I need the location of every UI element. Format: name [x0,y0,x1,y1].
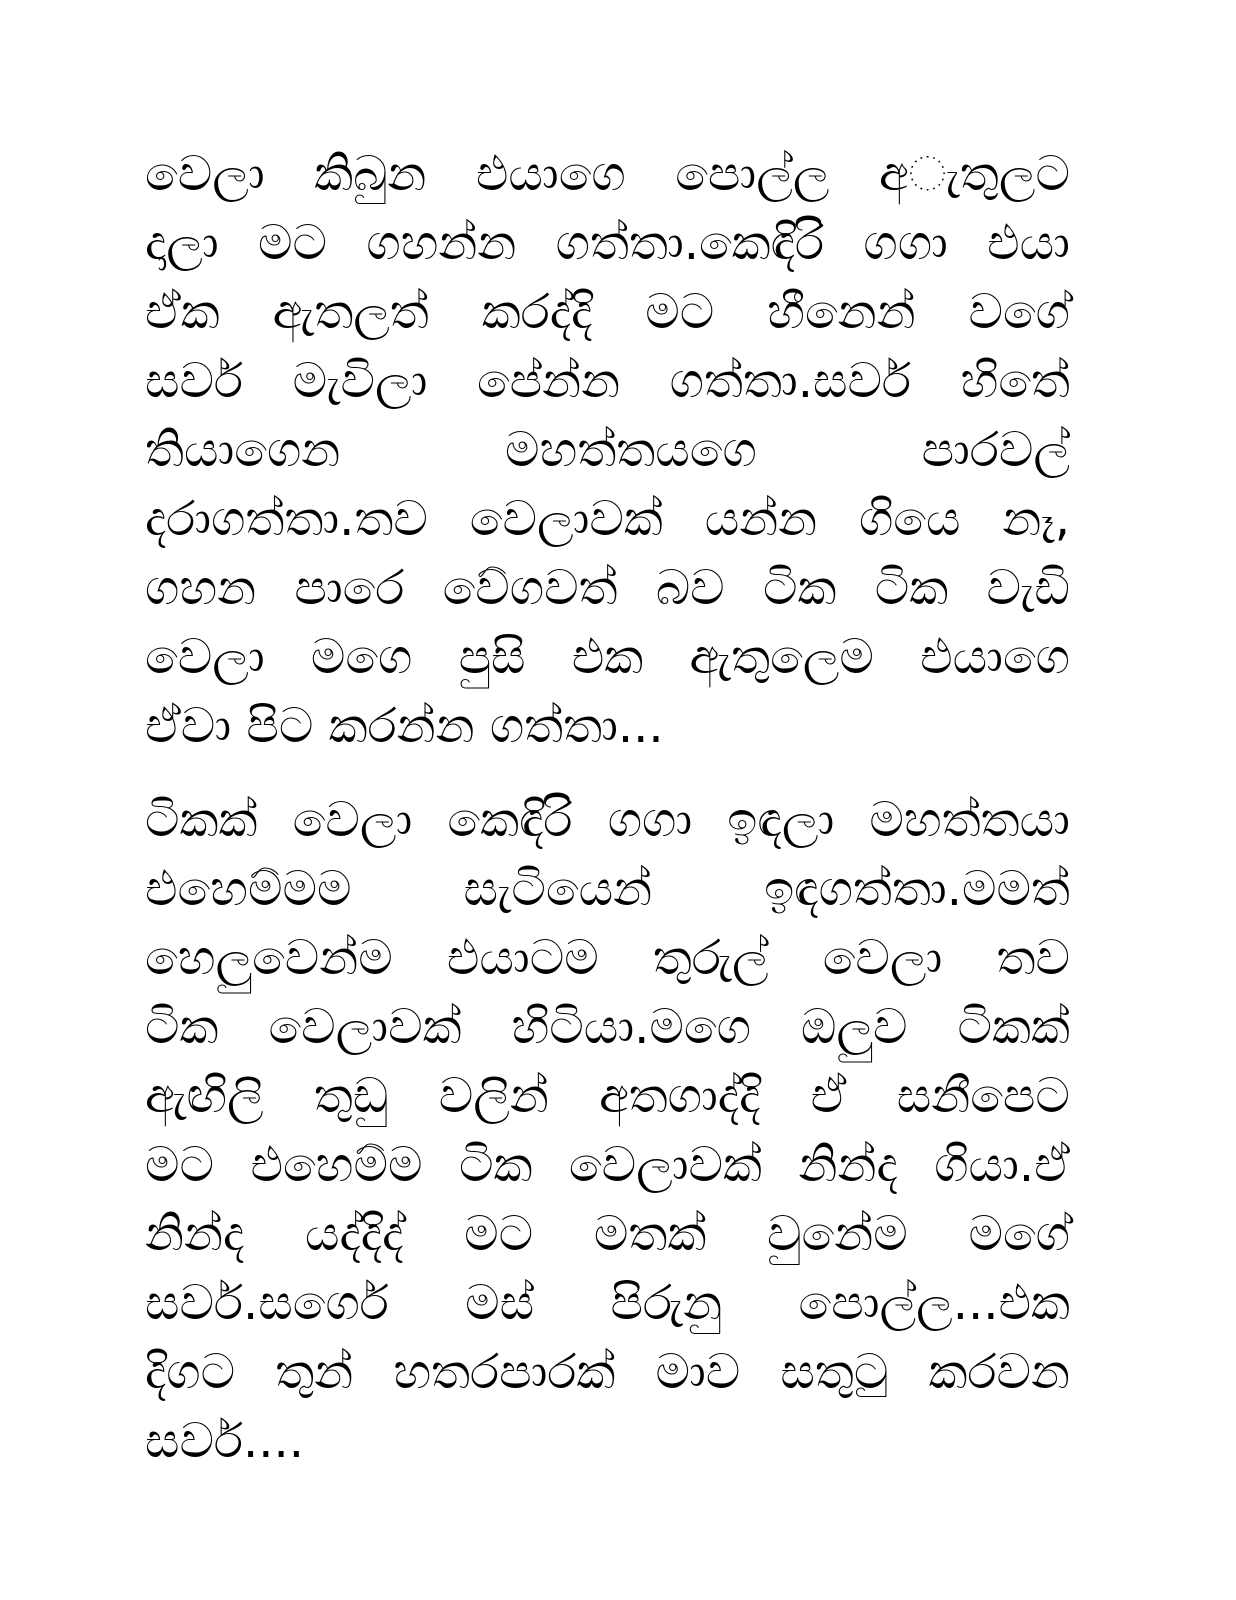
word: වෙලා [292,792,413,848]
word: තුරුල් [652,930,769,986]
word: දාලා [145,215,219,271]
word: තව [996,930,1070,986]
word: සැටියෙන් [463,861,653,917]
word: ඒ [810,1068,847,1124]
word: අැතුලට [878,146,1070,202]
paragraph-line [145,786,1070,855]
word: එයා [987,215,1070,271]
word: කෙඳිරි [447,792,573,848]
word: වැඩි [986,560,1070,616]
word: එයාගෙ [920,629,1070,685]
word: මස් [465,1275,535,1331]
word: වේගවත් [442,560,618,616]
paragraph-line [145,623,1070,692]
word: ගහන්න [366,215,517,271]
paragraph-line [145,1062,1070,1131]
paragraph-line [145,347,1070,416]
word: ටික [458,1137,533,1193]
word: වෙලා [145,146,265,202]
paragraph-line [145,855,1070,924]
word: එහෙම්මම [145,861,352,917]
word: දිගට [145,1344,236,1400]
word: තුන් [275,1344,354,1400]
word: පොල්ල...එක [798,1275,1070,1331]
word: හිතේ [960,353,1070,409]
word: නින්ද [145,1206,245,1262]
word: සතුටු [780,1344,889,1400]
word: එයාගෙ [475,146,626,202]
word: මාව [655,1344,741,1400]
word: අතගාද්දි [599,1068,761,1124]
word: මතක් [593,1206,707,1262]
paragraph-line [145,209,1070,278]
word: තුඩු [313,1068,389,1124]
word: එයාටම [446,930,599,986]
word: පේන්න [476,353,621,409]
word: මගෙ [310,629,413,685]
word: ගගා [607,792,693,848]
word: කරද්දි [481,284,593,340]
paragraph-line [145,1200,1070,1269]
word: වගේ [968,284,1070,340]
paragraph-line [145,1338,1070,1407]
word: හෙලුවෙන්ම [145,930,393,986]
word: හීනෙන් [767,284,916,340]
paragraph-line [145,993,1070,1062]
word: ටික [145,999,219,1055]
word: යන්න [704,491,818,547]
word: එහෙම්ම [250,1137,423,1193]
word: නෑ, [1002,491,1070,547]
word: එක [571,629,644,685]
word: මහත්තයගෙ [505,422,757,478]
paragraph-line: ඒවා පිට කරන්න ගත්තා... [145,698,664,754]
word: කිබුන [314,146,427,202]
word: වුනේම [767,1206,908,1262]
word: ඇතුලෙම [689,629,874,685]
paragraph-line [145,140,1070,209]
word: සනීපෙට [896,1068,1070,1124]
word: ඉඳගත්තා.මමත් [764,861,1070,917]
word: පිරුනු [610,1275,723,1331]
paragraph-line [145,1269,1070,1338]
paragraph-line: සර්ව.... [145,1413,305,1469]
word: මැවිලා [292,353,428,409]
word: පුසි [458,629,526,685]
word: මට [145,1137,215,1193]
word: මගේ [968,1206,1070,1262]
word: ඒක [145,284,220,340]
paragraph-line [145,278,1070,347]
word: වලින් [438,1068,549,1124]
word: මහත්තයා [869,792,1070,848]
paragraph-line [145,554,1070,623]
word: ඇතලත් [272,284,429,340]
word: වෙලාවක් [469,491,663,547]
word: ගත්තා.කෙඳිරි [555,215,825,271]
word: ටික [762,560,837,616]
word: ටිකක් [957,999,1070,1055]
word: කරවන [928,1344,1070,1400]
word: වෙලාවක් [568,1137,763,1193]
paragraph-line [145,1131,1070,1200]
word: මට [645,284,715,340]
word: නින්ද [798,1137,898,1193]
word: ටිකක් [145,792,258,848]
word: පාරෙ [294,560,405,616]
word: මට [464,1206,534,1262]
word: සර්ව [145,353,244,409]
word: හිටියා.මගෙ [511,999,751,1055]
word: ගගා [863,215,948,271]
word: ගත්තා.සර්ව [669,353,911,409]
paragraph-line [145,924,1070,993]
word: හතරපාරක් [393,1344,616,1400]
word: වෙලාවක් [268,999,462,1055]
paragraph-line [145,416,1070,485]
paragraph-1 [145,140,1070,761]
word: බව [655,560,725,616]
word: මට [258,215,328,271]
word: යද්දිද් [304,1206,404,1262]
word: ටික [874,560,949,616]
word: පොල්ල [675,146,830,202]
word: වෙලා [145,629,265,685]
word: ඇඟිලි [145,1068,264,1124]
word: තියාගෙන [145,422,341,478]
word: පාරවල් [921,422,1070,478]
word: ඉඳලා [727,792,835,848]
paragraph-line [145,485,1070,554]
word: සර්ව.සර්ගෙ [145,1275,389,1331]
word: ඔලුව [800,999,908,1055]
paragraph-2 [145,786,1070,1476]
word: දරාගත්තා.තව [145,491,428,547]
word: ගියෙ [858,491,961,547]
word: ගහන [145,560,257,616]
word: ගියා.ඒ [934,1137,1070,1193]
word: වෙලා [822,930,943,986]
